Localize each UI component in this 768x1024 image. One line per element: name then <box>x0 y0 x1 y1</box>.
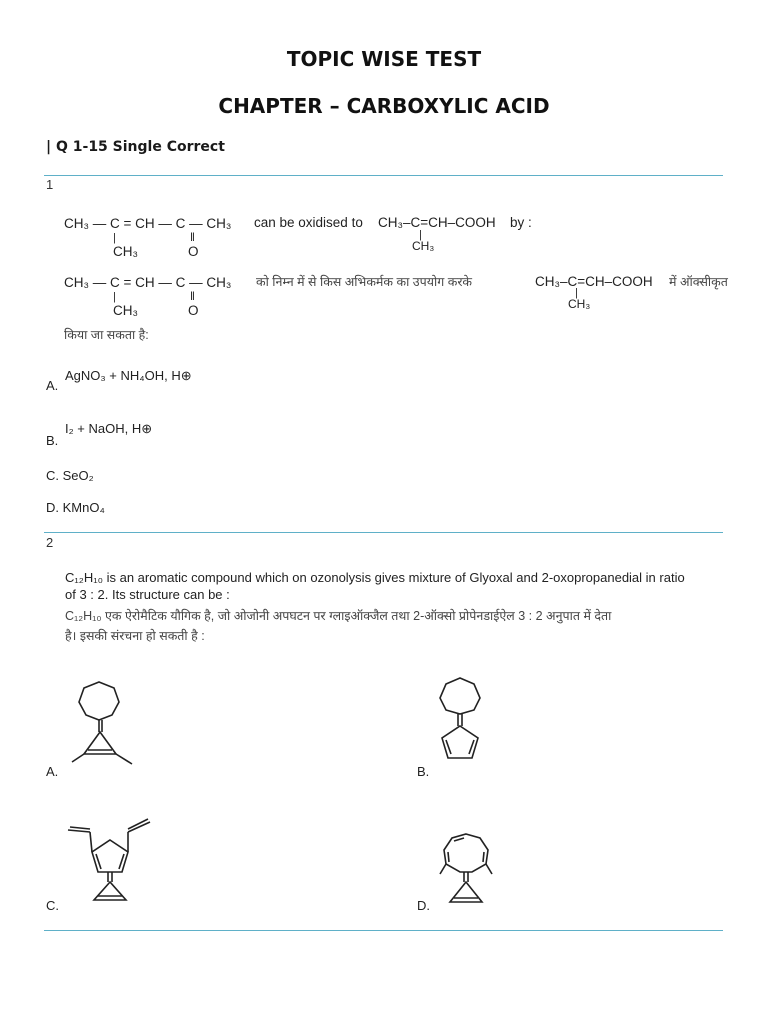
q1-product-formula-hi: CH₃–C=CH–COOH <box>535 274 653 289</box>
q2-text-en-line2: of 3 : 2. Its structure can be : <box>65 587 230 602</box>
q2-text-en-line1: C₁₂H₁₀ is an aromatic compound which on ozonolysis gives mixture of Glyoxal and 2-oxopropanedial in ratio <box>65 570 685 585</box>
structure-a <box>66 676 146 772</box>
option-d[interactable]: D. KMnO₄ <box>46 500 105 515</box>
double-bond-mark: ‖ <box>190 289 195 303</box>
q1-reactant-formula: CH₃ — C = CH — C — CH₃ <box>64 216 232 231</box>
q1-reactant-substituent: CH₃ <box>113 244 138 259</box>
q1-text-hi-suffix: में ऑक्सीकृत <box>669 275 728 289</box>
q1-text-en: can be oxidised to <box>254 215 363 230</box>
q2-option-b-label[interactable]: B. <box>417 764 430 779</box>
divider <box>44 930 723 931</box>
divider <box>44 532 723 533</box>
q2-text-hi-line2: है। इसकी संरचना हो सकती है : <box>65 629 205 643</box>
question-number: 1 <box>46 177 54 192</box>
q1-text-hi-line2: किया जा सकता है: <box>64 328 149 342</box>
structure-d <box>436 830 506 906</box>
bond-line: | <box>113 291 116 303</box>
chapter-title: CHAPTER – CARBOXYLIC ACID <box>218 94 550 118</box>
q2-option-d-label[interactable]: D. <box>417 898 430 913</box>
q1-product-formula: CH₃–C=CH–COOH <box>378 215 496 230</box>
bond-line: | <box>113 232 116 244</box>
option-c[interactable]: C. SeO₂ <box>46 468 94 483</box>
q1-text-hi: को निम्न में से किस अभिकर्मक का उपयोग करके <box>256 275 473 289</box>
structure-b <box>434 674 494 764</box>
q1-reactant-carbonyl-hi: O <box>188 303 199 318</box>
q1-reactant-carbonyl: O <box>188 244 199 259</box>
q2-option-c-label[interactable]: C. <box>46 898 59 913</box>
q1-product-substituent: CH₃ <box>412 239 435 253</box>
q2-option-a-label[interactable]: A. <box>46 764 59 779</box>
q1-reactant-formula-hi: CH₃ — C = CH — C — CH₃ <box>64 275 232 290</box>
bond-line: | <box>419 229 422 241</box>
question-number: 2 <box>46 535 54 550</box>
q2-text-hi-line1: C₁₂H₁₀ एक ऐरोमैटिक यौगिक है, जो ओजोनी अपघटन पर ग्लाइऑक्जैल तथा 2-ऑक्सो प्रोपेनडाईऐल 3 : 2 अनुपात में देता <box>65 609 612 623</box>
bond-line: | <box>575 287 578 299</box>
divider <box>44 175 723 176</box>
structure-c <box>66 812 156 906</box>
option-a-label[interactable]: A. <box>46 378 59 393</box>
section-heading: | Q 1-15 Single Correct <box>46 139 225 155</box>
q1-reactant-substituent-hi: CH₃ <box>113 303 138 318</box>
page-title: TOPIC WISE TEST <box>286 47 482 71</box>
q1-text-en-suffix: by : <box>510 215 532 230</box>
option-a-text: AgNO₃ + NH₄OH, H⊕ <box>65 368 192 383</box>
option-b-label[interactable]: B. <box>46 433 59 448</box>
option-b-text: I₂ + NaOH, H⊕ <box>65 421 153 436</box>
double-bond-mark: ‖ <box>190 230 195 244</box>
q1-product-substituent-hi: CH₃ <box>568 297 591 311</box>
